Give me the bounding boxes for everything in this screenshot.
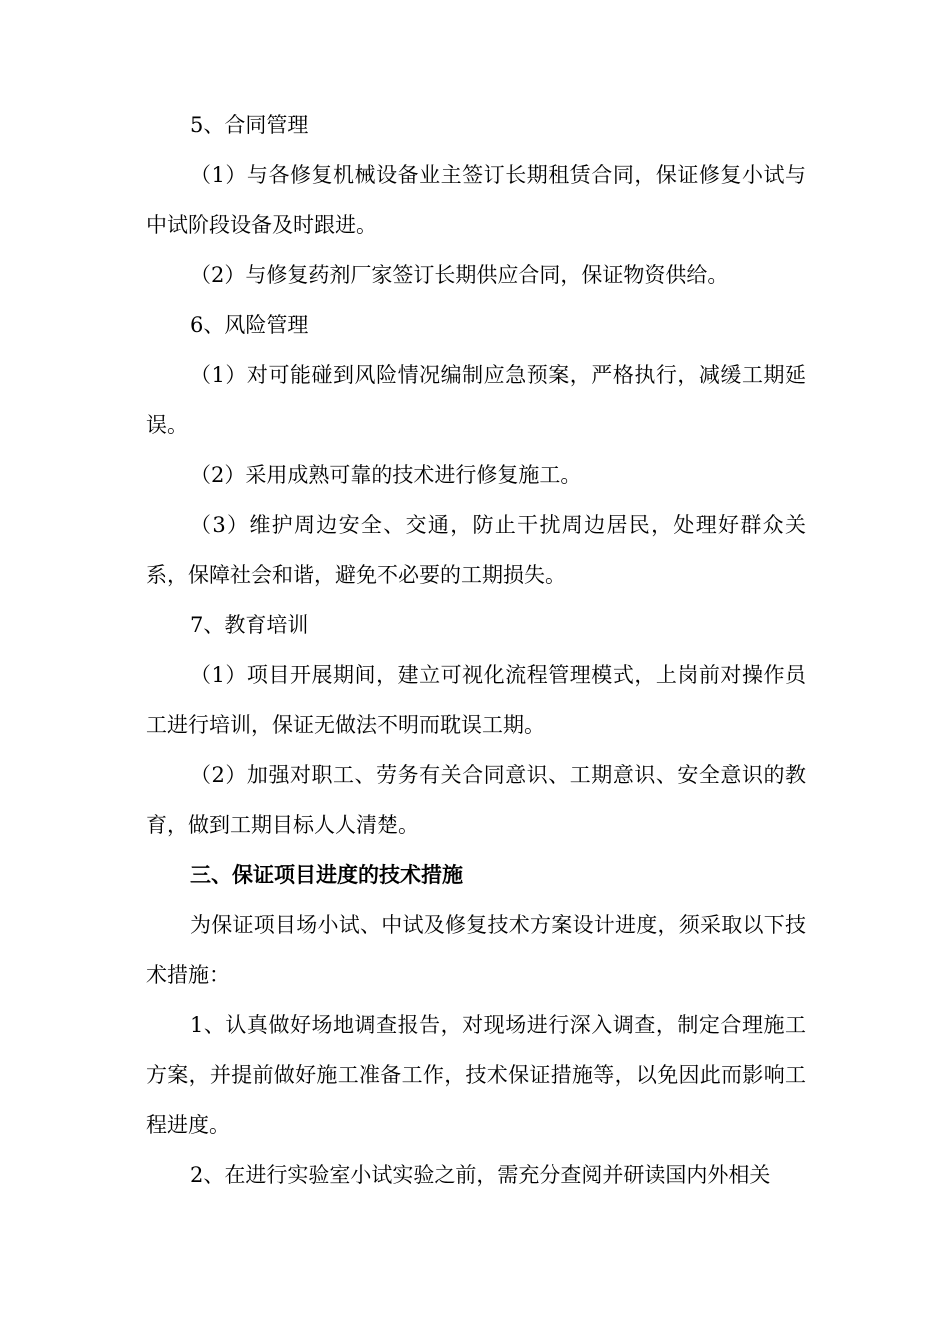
paragraph-technical-item-2: 2、在进行实验室小试实验之前，需充分查阅并研读国内外相关 bbox=[190, 1163, 771, 1187]
document-page bbox=[146, 100, 806, 1200]
paragraph-training-item-2: （2）加强对职工、劳务有关合同意识、工期意识、安全意识的教育，做到工期目标人人清楚。 bbox=[146, 763, 806, 837]
section-heading-contract-management: 5、合同管理 bbox=[190, 113, 309, 137]
paragraph-risk-item-3: （3）维护周边安全、交通，防止干扰周边居民，处理好群众关系，保障社会和谐，避免不必要的工期损失。 bbox=[146, 513, 806, 587]
section-heading-education-training: 7、教育培训 bbox=[190, 613, 309, 637]
paragraph-technical-item-1: 1、认真做好场地调查报告，对现场进行深入调查，制定合理施工方案，并提前做好施工准备工作，技术保证措施等，以免因此而影响工程进度。 bbox=[146, 1013, 806, 1137]
section-heading-risk-management: 6、风险管理 bbox=[190, 313, 309, 337]
chapter-heading-technical-measures: 三、保证项目进度的技术措施 bbox=[190, 862, 463, 887]
paragraph-risk-item-1: （1）对可能碰到风险情况编制应急预案，严格执行，减缓工期延误。 bbox=[146, 363, 806, 437]
paragraph-contract-item-1: （1）与各修复机械设备业主签订长期租赁合同，保证修复小试与中试阶段设备及时跟进。 bbox=[146, 163, 806, 237]
paragraph-training-item-1: （1）项目开展期间，建立可视化流程管理模式，上岗前对操作员工进行培训，保证无做法不明而耽误工期。 bbox=[146, 663, 806, 737]
paragraph-risk-item-2: （2）采用成熟可靠的技术进行修复施工。 bbox=[190, 463, 582, 487]
paragraph-contract-item-2: （2）与修复药剂厂家签订长期供应合同，保证物资供给。 bbox=[190, 263, 729, 287]
paragraph-technical-intro: 为保证项目场小试、中试及修复技术方案设计进度，须采取以下技术措施： bbox=[146, 913, 806, 987]
